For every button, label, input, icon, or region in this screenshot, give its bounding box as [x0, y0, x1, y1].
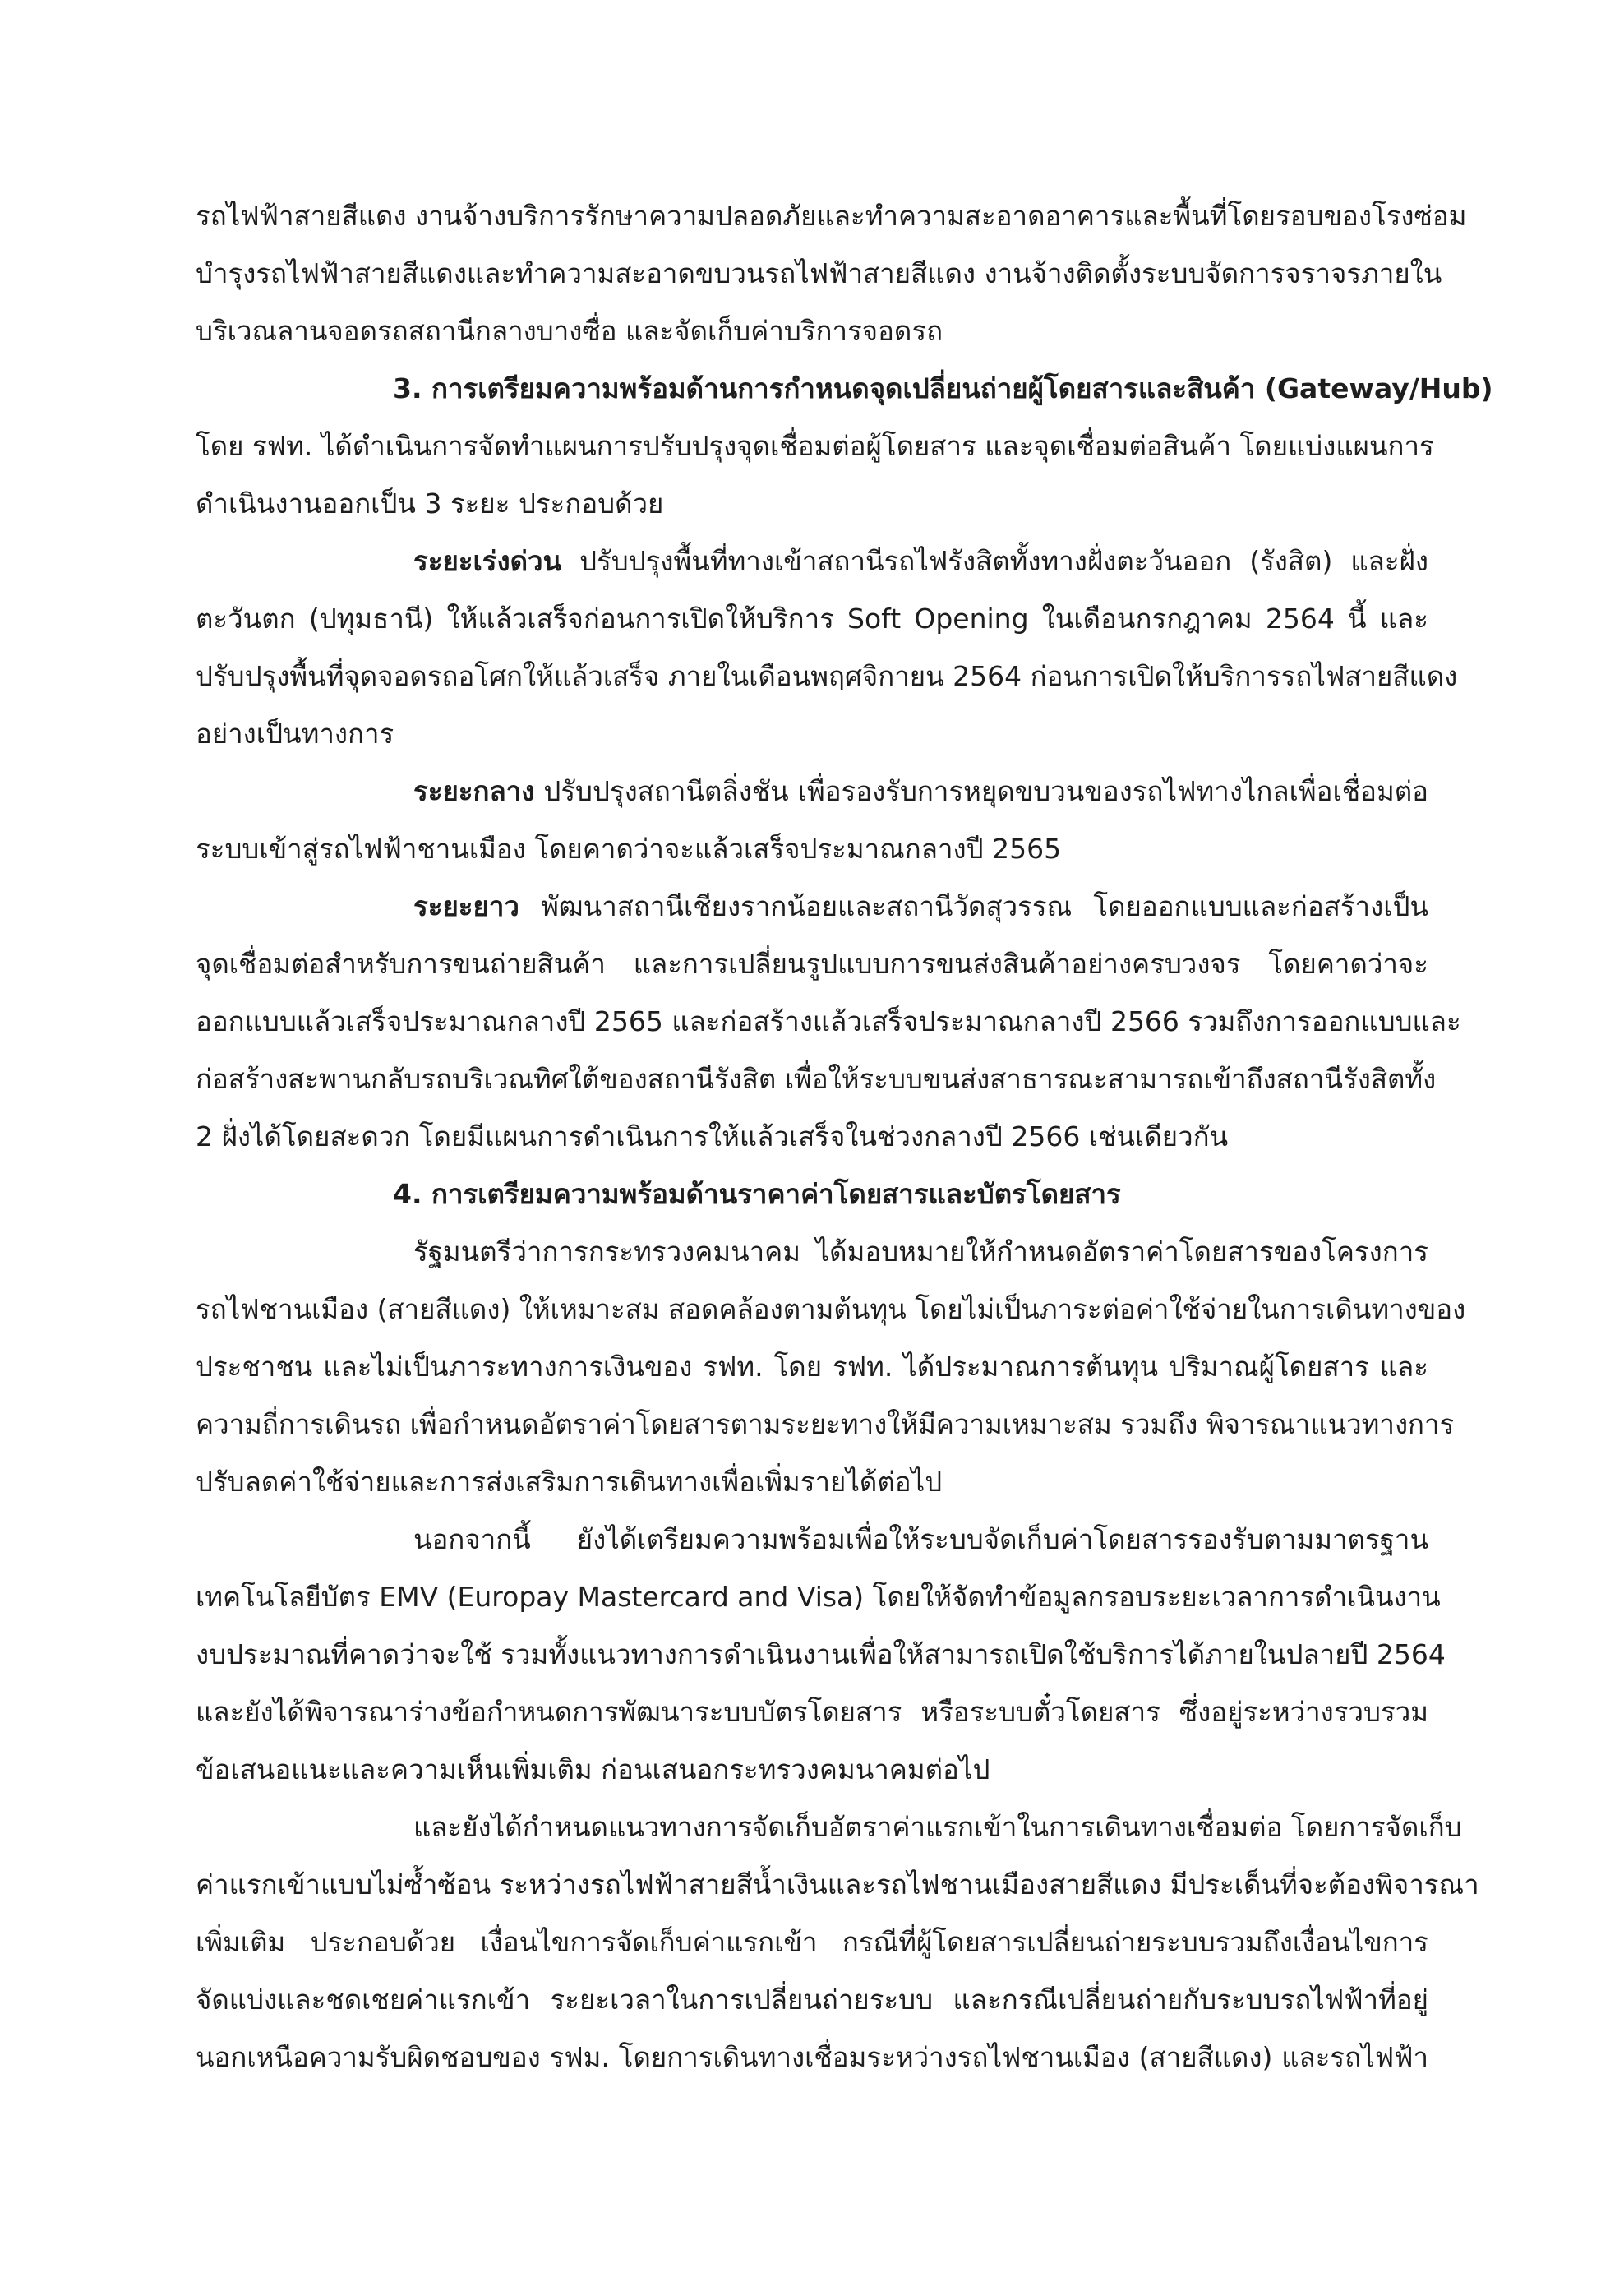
fare-paragraph-2 [196, 1511, 1446, 1799]
text-line: บริเวณลานจอดรถสถานีกลางบางซื่อ และจัดเก็บค่าบริการจอดรถ [196, 315, 943, 347]
section-3-heading-block [196, 360, 1493, 418]
text-line: และยังได้กำหนดแนวทางการจัดเก็บอัตราค่าแรกเข้าในการเดินทางเชื่อมต่อ โดยการจัดเก็บ [413, 1811, 1462, 1843]
phase-long-paragraph [196, 878, 1461, 1166]
text-line: จัดแบ่งและชดเชยค่าแรกเข้า ระยะเวลาในการเปลี่ยนถ่ายระบบ และกรณีเปลี่ยนถ่ายกับระบบรถไฟฟ้าที่อยู่ [196, 1984, 1428, 2016]
text-line: ปรับปรุงพื้นที่จุดจอดรถอโศกให้แล้วเสร็จ ภายในเดือนพฤศจิกายน 2564 ก่อนการเปิดให้บริการรถไฟสายสีแดง [196, 660, 1458, 692]
text-line: รถไฟฟ้าสายสีแดง งานจ้างบริการรักษาความปลอดภัยและทำความสะอาดอาคารและพื้นที่โดยรอบของโรงซ่อม [196, 200, 1467, 232]
text-line: โดย รฟท. ได้ดำเนินการจัดทำแผนการปรับปรุงจุดเชื่อมต่อผู้โดยสาร และจุดเชื่อมต่อสินค้า โดยแบ่งแผนการ [196, 430, 1434, 462]
text-line: อย่างเป็นทางการ [196, 718, 394, 750]
text-line: จุดเชื่อมต่อสำหรับการขนถ่ายสินค้า และการเปลี่ยนรูปแบบการขนส่งสินค้าอย่างครบวงจร โดยคาดว่าจะ [196, 948, 1428, 980]
section-4-heading-block [196, 1166, 1428, 1223]
text-line: ค่าแรกเข้าแบบไม่ซ้ำซ้อน ระหว่างรถไฟฟ้าสายสีน้ำเงินและรถไฟชานเมืองสายสีแดง มีประเด็นที่จะต้องพิจารณา [196, 1868, 1479, 1901]
text-line: เทคโนโลยีบัตร EMV (Europay Mastercard and Visa) โดยให้จัดทำข้อมูลกรอบระยะเวลาการดำเนินงาน [196, 1581, 1441, 1613]
phase-long-label: ระยะยาว [413, 890, 519, 922]
text-line: ระยะยาว พัฒนาสถานีเชียงรากน้อยและสถานีวัดสุวรรณ โดยออกแบบและก่อสร้างเป็น [413, 890, 1428, 922]
text-line: นอกจากนี้ ยังได้เตรียมความพร้อมเพื่อให้ระบบจัดเก็บค่าโดยสารรองรับตามมาตรฐาน [413, 1523, 1428, 1555]
text-line: ตะวันตก (ปทุมธานี) ให้แล้วเสร็จก่อนการเปิดให้บริการ Soft Opening ในเดือนกรกฎาคม 2564 นี้ และ [196, 603, 1428, 635]
phase-urgent-label: ระยะเร่งด่วน [413, 545, 562, 577]
text-line: และยังได้พิจารณาร่างข้อกำหนดการพัฒนาระบบบัตรโดยสาร หรือระบบตั๋วโดยสาร ซึ่งอยู่ระหว่างรวบรวม [196, 1696, 1428, 1728]
text-line: รัฐมนตรีว่าการกระทรวงคมนาคม ได้มอบหมายให้กำหนดอัตราค่าโดยสารของโครงการ [413, 1235, 1428, 1268]
fare-paragraph-1 [196, 1223, 1466, 1511]
text-line: ข้อเสนอแนะและความเห็นเพิ่มเติม ก่อนเสนอกระทรวงคมนาคมต่อไป [196, 1753, 990, 1785]
text-line: ระบบเข้าสู่รถไฟฟ้าชานเมือง โดยคาดว่าจะแล้วเสร็จประมาณกลางปี 2565 [196, 833, 1062, 865]
intro-paragraph [196, 187, 1467, 360]
text-line: ประชาชน และไม่เป็นภาระทางการเงินของ รฟท. โดย รฟท. ได้ประมาณการต้นทุน ปริมาณผู้โดยสาร และ [196, 1351, 1428, 1383]
phase-mid-paragraph [196, 763, 1428, 878]
text-line: รถไฟชานเมือง (สายสีแดง) ให้เหมาะสม สอดคล้องตามต้นทุน โดยไม่เป็นภาระต่อค่าใช้จ่ายในการเดินทางของ [196, 1293, 1466, 1325]
section-3-intro [196, 418, 1434, 533]
text-line: ออกแบบแล้วเสร็จประมาณกลางปี 2565 และก่อสร้างแล้วเสร็จประมาณกลางปี 2566 รวมถึงการออกแบบและ [196, 1005, 1461, 1037]
text-line: ความถี่การเดินรถ เพื่อกำหนดอัตราค่าโดยสารตามระยะทางให้มีความเหมาะสม รวมถึง พิจารณาแนวทางการ [196, 1408, 1455, 1440]
text-line: บำรุงรถไฟฟ้าสายสีแดงและทำความสะอาดขบวนรถไฟฟ้าสายสีแดง งานจ้างติดตั้งระบบจัดการจราจรภายใน [196, 257, 1442, 289]
text-line: ดำเนินงานออกเป็น 3 ระยะ ประกอบด้วย [196, 487, 664, 520]
text-line: ระยะกลาง ปรับปรุงสถานีตลิ่งชัน เพื่อรองรับการหยุดขบวนของรถไฟทางไกลเพื่อเชื่อมต่อ [413, 775, 1428, 807]
text-line: งบประมาณที่คาดว่าจะใช้ รวมทั้งแนวทางการดำเนินงานเพื่อให้สามารถเปิดใช้บริการได้ภายในปลายปี 2564 [196, 1638, 1446, 1670]
text-line: ระยะเร่งด่วน ปรับปรุงพื้นที่ทางเข้าสถานีรถไฟรังสิตทั้งทางฝั่งตะวันออก (รังสิต) และฝั่ง [413, 545, 1428, 577]
section-4-heading: 4. การเตรียมความพร้อมด้านราคาค่าโดยสารและบัตรโดยสาร [393, 1178, 1121, 1210]
text-line: ปรับลดค่าใช้จ่ายและการส่งเสริมการเดินทางเพื่อเพิ่มรายได้ต่อไป [196, 1466, 943, 1498]
document-page [196, 187, 1493, 2086]
section-3-heading: 3. การเตรียมความพร้อมด้านการกำหนดจุดเปลี่ยนถ่ายผู้โดยสารและสินค้า (Gateway/Hub) [393, 372, 1493, 404]
text-line: เพิ่มเติม ประกอบด้วย เงื่อนไขการจัดเก็บค่าแรกเข้า กรณีที่ผู้โดยสารเปลี่ยนถ่ายระบบรวมถึงเงื่อนไขการ [196, 1926, 1428, 1958]
text-line: 2 ฝั่งได้โดยสะดวก โดยมีแผนการดำเนินการให้แล้วเสร็จในช่วงกลางปี 2566 เช่นเดียวกัน [196, 1120, 1229, 1152]
text-line: นอกเหนือความรับผิดชอบของ รฟม. โดยการเดินทางเชื่อมระหว่างรถไฟชานเมือง (สายสีแดง) และรถไฟฟ้า [196, 2041, 1428, 2073]
text-line: ก่อสร้างสะพานกลับรถบริเวณทิศใต้ของสถานีรังสิต เพื่อให้ระบบขนส่งสาธารณะสามารถเข้าถึงสถานีรังสิตทั้ง [196, 1063, 1437, 1095]
fare-paragraph-3 [196, 1799, 1479, 2086]
phase-urgent-paragraph [196, 533, 1458, 763]
phase-mid-label: ระยะกลาง [413, 775, 535, 807]
